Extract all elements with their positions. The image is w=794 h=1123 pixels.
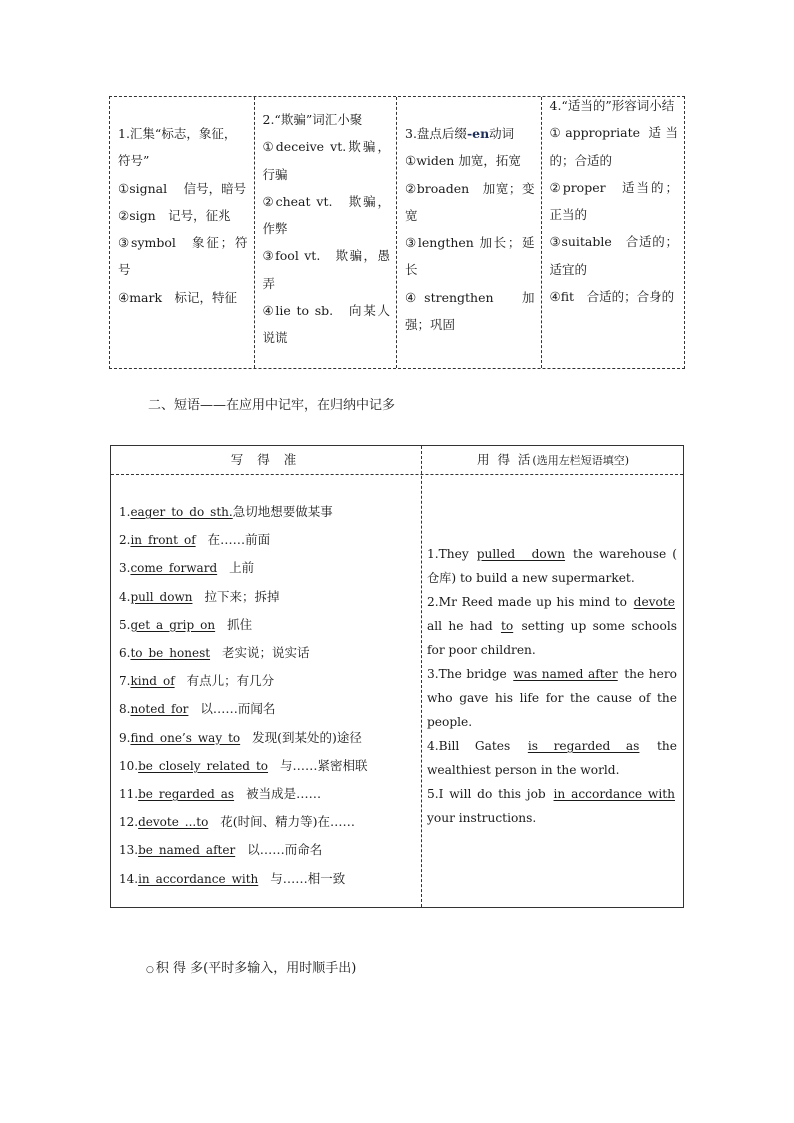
sentence [427, 542, 677, 590]
sentence-text: the hero who gave his life for the cause of the people. [427, 667, 677, 729]
phrase-chinese: 与……紧密相联 [280, 757, 368, 773]
answer-blank: was named after [513, 667, 618, 681]
phrase-chinese: 被当成是…… [246, 786, 322, 802]
section-title: 二、短语——在应用中记牢，在归纳中记多 [148, 398, 396, 413]
phrase-english: be_regarded_as [138, 787, 235, 802]
accumulate-note [146, 957, 356, 976]
answer-blank: pulled down [476, 547, 566, 561]
en-suffix: -en [466, 126, 490, 141]
phrase-table [110, 445, 684, 908]
title-prefix: 3.盘点后缀 [405, 126, 467, 141]
phrase-chinese: 在……前面 [207, 532, 271, 548]
phrase-chinese: 发现(到某处的)途径 [252, 729, 362, 745]
word-item: ③suitable 合适的；适宜的 [549, 234, 678, 277]
sentence-text: 5.I will do this job [427, 787, 552, 801]
phrase-number: 13. [119, 843, 139, 858]
phrase-list [119, 498, 415, 893]
word-group-title: 1.汇集“标志，象征，符号” [118, 126, 237, 169]
phrase-chinese: 花(时间、精力等)在…… [220, 814, 356, 830]
list-item [119, 583, 415, 611]
list-item [119, 639, 415, 667]
list-item [119, 752, 415, 780]
word-item: ④strengthen 加强；巩固 [405, 289, 535, 333]
phrase-number: 8. [119, 702, 131, 717]
sentence [427, 662, 677, 734]
sentence-text: all he had [427, 619, 499, 633]
word-item: ③lengthen 加长；延长 [405, 235, 535, 278]
answer-blank: devote [633, 595, 675, 609]
phrase-english: devote_...to [138, 815, 209, 830]
word-group-column-1 [110, 97, 254, 368]
list-item [119, 836, 415, 864]
phrase-english: be_named_after [138, 843, 236, 858]
word-group-title [405, 120, 535, 147]
sentence-text: 4.Bill Gates [427, 739, 526, 753]
list-item [119, 498, 415, 526]
list-item [119, 865, 415, 893]
sentence [427, 734, 677, 782]
list-item [119, 554, 415, 582]
list-item [119, 808, 415, 836]
phrase-chinese: 拉下来；拆掉 [204, 588, 280, 604]
word-item: ①deceive vt.欺骗，行骗 [262, 139, 390, 182]
word-group-column-2 [254, 97, 397, 368]
list-item [119, 667, 415, 695]
sentence-text: 3.The bridge [427, 667, 512, 681]
sentence [427, 590, 677, 662]
word-item: ①signal 信号，暗号 [118, 180, 247, 196]
word-item: ④mark 标记，特征 [118, 289, 238, 305]
phrase-number: 14. [119, 871, 139, 886]
sentence-text: 2.Mr Reed made up his mind to [427, 595, 632, 609]
right-header-label: 用 得 活 [476, 452, 533, 467]
phrase-chinese: 急切地想要做某事 [232, 504, 333, 519]
phrase-chinese: 上前 [229, 560, 255, 576]
answer-blank: in accordance with [553, 787, 675, 801]
phrase-chinese: 抓住 [227, 616, 253, 632]
list-item [119, 695, 415, 723]
phrase-chinese: 有点儿；有几分 [186, 673, 275, 689]
phrase-english: kind_of [130, 674, 175, 689]
title-rest: 动词 [489, 126, 515, 141]
phrase-chinese: 与……相一致 [270, 870, 346, 886]
answer-blank: is regarded as [527, 739, 640, 753]
phrase-english: in_accordance_with [138, 871, 259, 886]
word-group-title: 4.“适当的”形容词小结 [549, 98, 675, 113]
fill-in-sentences [427, 542, 677, 830]
sentence [427, 782, 677, 830]
sentence-text: the warehouse ( 仓库) to build a new supermarket. [427, 547, 677, 585]
phrase-number: 1. [119, 505, 131, 519]
list-item [119, 526, 415, 554]
sentence-text: the wealthiest person in the world. [427, 739, 677, 777]
phrase-english: noted_for [130, 702, 189, 717]
phrase-number: 5. [119, 617, 131, 632]
phrase-english: get_a_grip_on [130, 617, 216, 632]
left-column-header: 写 得 准 [230, 452, 302, 467]
phrase-english: be_closely_related_to [138, 758, 269, 773]
word-item: ④fit 合适的；合身的 [549, 289, 675, 305]
word-item: ②proper 适当的；正当的 [549, 179, 678, 223]
phrase-english: come_forward [130, 561, 218, 576]
phrase-number: 3. [119, 561, 131, 576]
phrase-number: 12. [119, 815, 139, 830]
phrase-chinese: 老实说；说实话 [222, 645, 310, 661]
answer-blank: to [500, 619, 514, 633]
phrase-number: 2. [119, 533, 131, 548]
phrase-english: find_one’s_way_to [130, 730, 241, 745]
word-item: ①appropriate 适当的；合适的 [549, 125, 678, 168]
word-group-table [109, 96, 685, 369]
word-item: ③fool vt. 欺骗，愚弄 [262, 248, 390, 291]
word-item: ②cheat vt. 欺骗，作弊 [262, 193, 390, 237]
word-item: ③symbol 象征；符号 [118, 235, 248, 278]
phrase-english: eager_to_do_sth. [130, 505, 233, 519]
header-divider [111, 474, 683, 475]
column-divider [421, 446, 422, 907]
word-group-column-3 [396, 97, 541, 368]
list-item [119, 611, 415, 639]
word-item: ②sign 记号，征兆 [118, 207, 231, 223]
phrase-number: 6. [119, 646, 131, 661]
phrase-english: pull_down [130, 589, 193, 604]
circle-bullet-icon: ○ [146, 965, 154, 975]
sentence-text: 1.They [427, 547, 475, 561]
sentence-text: your instructions. [427, 811, 537, 825]
phrase-english: to_be_honest [130, 646, 211, 661]
phrase-chinese: 以……而命名 [247, 842, 323, 858]
phrase-number: 7. [119, 674, 131, 689]
list-item [119, 780, 415, 808]
word-item: ④lie to sb. 向某人说谎 [262, 303, 390, 346]
word-item: ①widen 加宽，拓宽 [405, 153, 521, 169]
phrase-english: in_front_of [130, 533, 196, 548]
right-header-note: (选用左栏短语填空) [532, 454, 630, 467]
phrase-number: 11. [119, 787, 139, 802]
right-column-header [421, 446, 685, 474]
word-item: ②broaden 加宽；变宽 [405, 180, 535, 223]
word-group-title: 2.“欺骗”词汇小聚 [262, 112, 363, 127]
phrase-number: 9. [119, 730, 131, 745]
word-group-column-4 [541, 97, 685, 368]
accumulate-note-text: 积 得 多(平时多输入，用时顺手出) [155, 961, 357, 976]
phrase-number: 10. [119, 758, 139, 773]
list-item [119, 724, 415, 752]
sentence-text: setting up some schools for poor children. [427, 619, 677, 657]
phrase-chinese: 以……而闻名 [200, 701, 276, 717]
phrase-number: 4. [119, 589, 131, 604]
